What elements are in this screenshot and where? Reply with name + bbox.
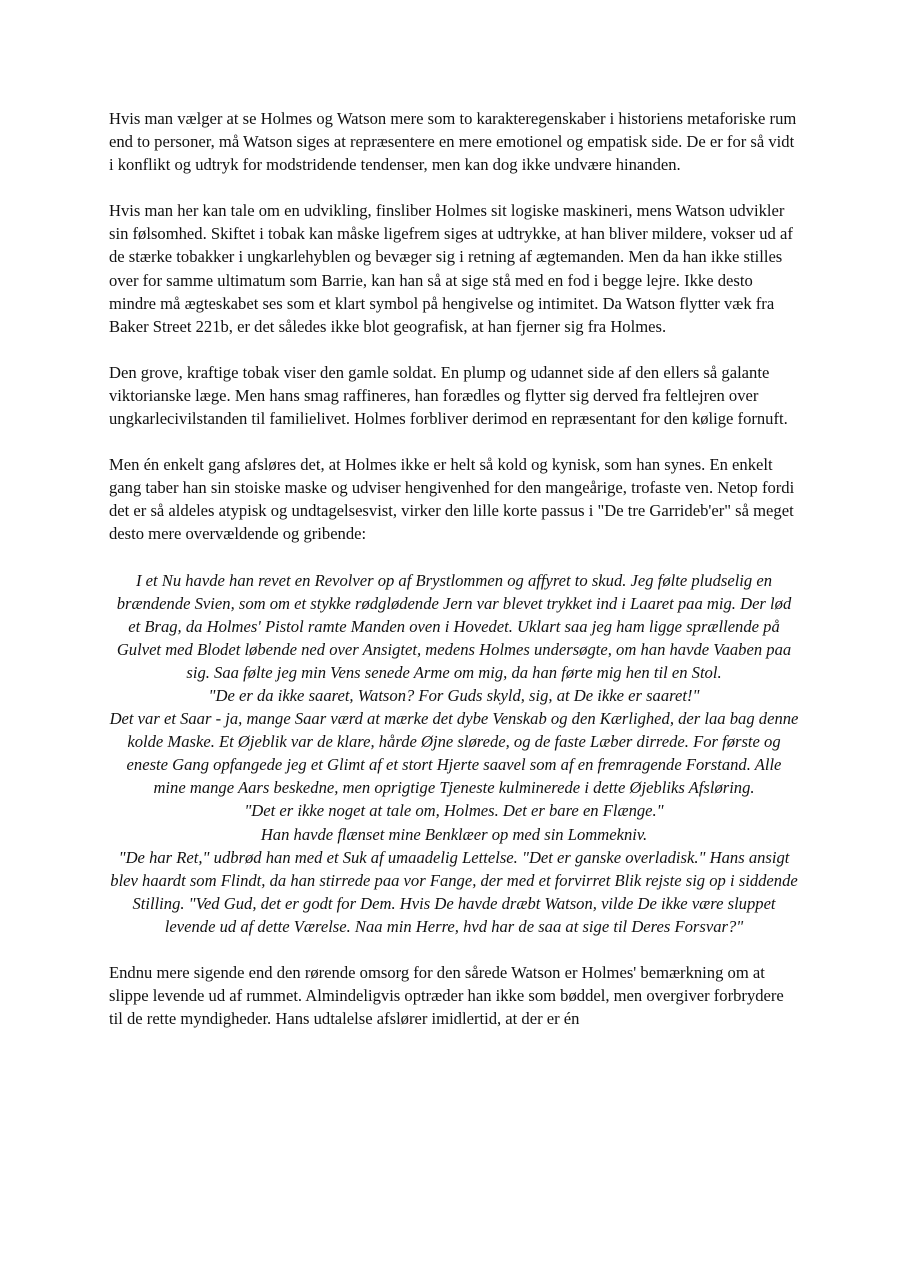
body-paragraph: Den grove, kraftige tobak viser den gamle soldat. En plump og udannet side af den ellers så galante viktorianske læge. Men hans smag raffineres, han forædles og flytter sig derved fra feltlejren over ungkarlecivilstanden til familielivet. Holmes forbliver derimod en repræsentant for den kølige fornuft. (109, 362, 788, 429)
quote-line: "Det er ikke noget at tale om, Holmes. Det er bare en Flænge." (244, 801, 664, 821)
body-paragraph: Men én enkelt gang afsløres det, at Holmes ikke er helt så kold og kynisk, som han synes. En enkelt gang taber han sin stoiske maske og udviser hengivenhed for den mangeårige, trofaste ven. Netop fordi det er så aldeles atypisk og undtagelsesvist, virker den lille korte passus i "De tre Garrideb'er" så meget desto mere overvældende og gribende: (109, 455, 795, 544)
quote-line: "De er da ikke saaret, Watson? For Guds skyld, sig, at De ikke er saaret!" (208, 685, 700, 705)
quote-line: Det var et Saar - ja, mange Saar værd at mærke det dybe Venskab og den Kærlighed, der laa bag denne kolde Maske. Et Øjeblik var de klare, hårde Øjne slørede, og de faste Læber dirrede. For første og eneste Gang opfangede jeg et Glimt af et stort Hjerte saavel som af en fremragende Forstand. Alle mine mange Aars beskedne, men oprigtige Tjeneste kulminerede i dette Øjebliks Afsløring. (109, 709, 799, 798)
document-body (109, 107, 799, 1053)
quote-line: I et Nu havde han revet en Revolver op af Brystlommen og affyret to skud. Jeg følte pludselig en brændende Svien, som om et stykke rødglødende Jern var blevet trykket ind i Laaret paa mig. Der lød et Brag, da Holmes' Pistol ramte Manden oven i Hovedet. Uklart saa jeg ham ligge sprællende på Gulvet med Blodet løbende ned over Ansigtet, medens Holmes undersøgte, om han havde Vaaben paa sig. Saa følte jeg min Vens senede Arme om mig, da han førte mig hen til en Stol. (116, 570, 792, 682)
body-paragraph: Endnu mere sigende end den rørende omsorg for den sårede Watson er Holmes' bemærkning om at slippe levende ud af rummet. Almindeligvis optræder han ikke som bøddel, men overgiver forbrydere til de rette myndigheder. Hans udtalelse afslører imidlertid, at der er én (109, 963, 784, 1029)
block-quote (109, 569, 799, 939)
quote-line: "De har Ret," udbrød han med et Suk af umaadelig Lettelse. "Det er ganske overladisk." Hans ansigt blev haardt som Flindt, da han stirrede paa vor Fange, der med et forvirret Blik rejste sig op i siddende Stilling. "Ved Gud, det er godt for Dem. Hvis De havde dræbt Watson, vilde De ikke være sluppet levende ud af dette Værelse. Naa min Herre, hvd har de saa at sige til Deres Forsvar?" (110, 847, 798, 936)
body-paragraph: Hvis man her kan tale om en udvikling, finsliber Holmes sit logiske maskineri, mens Watson udvikler sin følsomhed. Skiftet i tobak kan måske ligefrem siges at udtrykke, at han bliver mildere, vokser ud af de stærke tobakker i ungkarlehyblen og bevæger sig i retning af ægtemanden. Men da han ikke stilles over for samme ultimatum som Barrie, kan han så at sige stå med en fod i begge lejre. Ikke desto mindre må ægteskabet ses som et klart symbol på hengivelse og intimitet. Da Watson flytter væk fra Baker Street 221b, er det således ikke blot geografisk, at han fjerner sig fra Holmes. (109, 201, 793, 336)
body-paragraph: Hvis man vælger at se Holmes og Watson mere som to karakteregenskaber i historiens metaforiske rum end to personer, må Watson siges at repræsentere en mere emotionel og empatisk side. De er for så vidt i konflikt og udtryk for modstridende tendenser, men kan dog ikke undvære hinanden. (109, 109, 797, 175)
quote-line: Han havde flænset mine Benklæer op med sin Lommekniv. (260, 824, 648, 844)
